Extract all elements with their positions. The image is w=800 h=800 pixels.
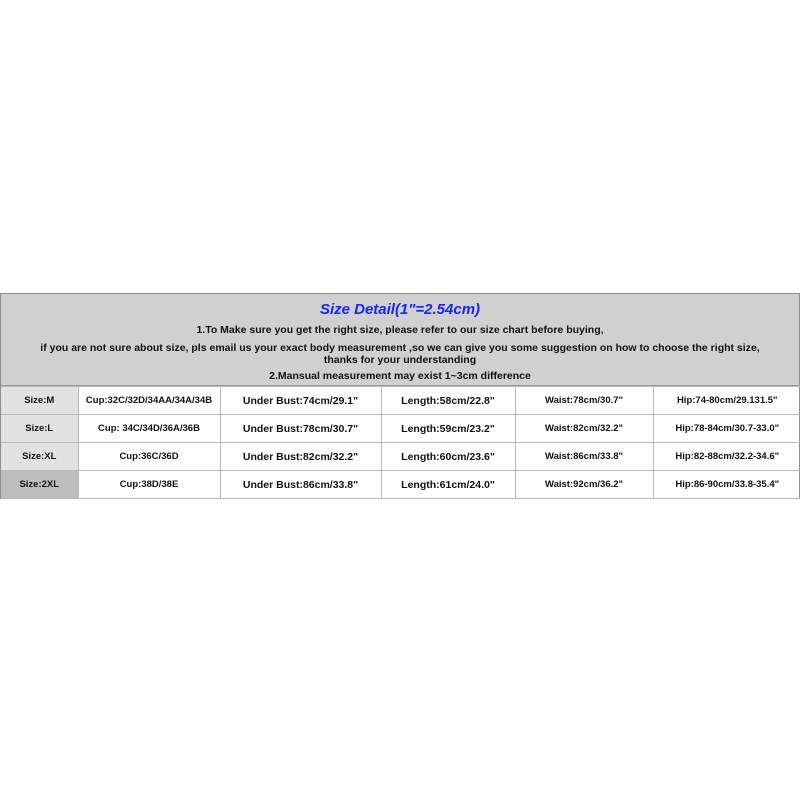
table-row <box>1 415 800 443</box>
size-chart <box>0 293 800 499</box>
length-cell: Length:60cm/23.6" <box>381 443 515 471</box>
length-cell: Length:61cm/24.0" <box>381 471 515 499</box>
size-chart-header <box>1 294 799 386</box>
length-cell: Length:59cm/23.2" <box>381 415 515 443</box>
size-note-1: 1.To Make sure you get the right size, please refer to our size chart before buying, <box>196 324 604 336</box>
size-table <box>1 386 800 499</box>
cup-cell: Cup:32C/32D/34AA/34A/34B <box>78 387 220 415</box>
hip-cell: Hip:82-88cm/32.2-34.6" <box>653 443 800 471</box>
waist-cell: Waist:78cm/30.7" <box>515 387 653 415</box>
under-bust-cell: Under Bust:82cm/32.2" <box>220 443 381 471</box>
size-chart-title: Size Detail(1"=2.54cm) <box>319 301 481 318</box>
under-bust-cell: Under Bust:86cm/33.8" <box>220 471 381 499</box>
waist-cell: Waist:92cm/36.2" <box>515 471 653 499</box>
under-bust-cell: Under Bust:78cm/30.7" <box>220 415 381 443</box>
cup-cell: Cup: 34C/34D/36A/36B <box>78 415 220 443</box>
size-note-3: 2.Mansual measurement may exist 1~3cm difference <box>269 370 531 382</box>
length-cell: Length:58cm/22.8" <box>381 387 515 415</box>
size-cell: Size:L <box>1 415 78 443</box>
cup-cell: Cup:38D/38E <box>78 471 220 499</box>
waist-cell: Waist:86cm/33.8" <box>515 443 653 471</box>
waist-cell: Waist:82cm/32.2" <box>515 415 653 443</box>
size-cell: Size:2XL <box>1 471 78 499</box>
hip-cell: Hip:74-80cm/29.131.5" <box>653 387 800 415</box>
under-bust-cell: Under Bust:74cm/29.1" <box>220 387 381 415</box>
hip-cell: Hip:86-90cm/33.8-35.4" <box>653 471 800 499</box>
table-row <box>1 443 800 471</box>
size-cell: Size:XL <box>1 443 78 471</box>
hip-cell: Hip:78-84cm/30.7-33.0" <box>653 415 800 443</box>
cup-cell: Cup:36C/36D <box>78 443 220 471</box>
size-cell: Size:M <box>1 387 78 415</box>
table-row <box>1 471 800 499</box>
table-row <box>1 387 800 415</box>
size-note-2: if you are not sure about size, pls email us your exact body measurement ,so we can give you some suggestion on how to choose the right size, thanks for your understanding <box>40 342 760 366</box>
